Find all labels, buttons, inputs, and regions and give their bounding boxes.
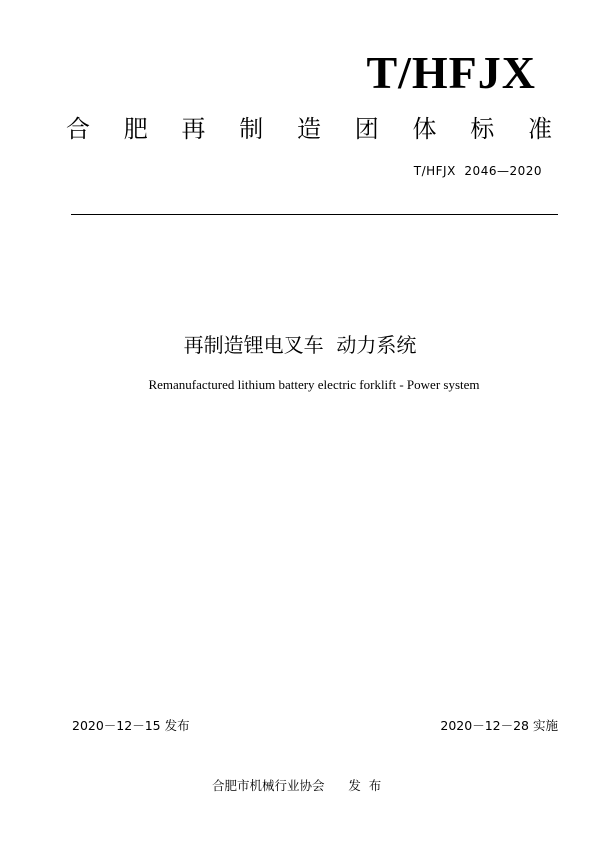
standard-type-char: 标 bbox=[470, 115, 495, 143]
issue-date: 2020－12－15 发布 bbox=[72, 718, 190, 733]
standard-type-char: 团 bbox=[354, 115, 379, 143]
implementation-date: 2020－12－28 实施 bbox=[440, 718, 558, 733]
publisher-line: 合肥市机械行业协会 发 布 bbox=[212, 778, 382, 793]
header-divider bbox=[71, 214, 558, 215]
document-title-chinese: 再制造锂电叉车 动力系统 bbox=[183, 333, 417, 357]
document-title-english: Remanufactured lithium battery electric forklift - Power system bbox=[148, 377, 480, 392]
standard-type-char: 肥 bbox=[123, 115, 148, 143]
standard-type-char: 准 bbox=[528, 115, 552, 143]
standard-type-heading bbox=[66, 117, 552, 141]
standard-type-char: 体 bbox=[412, 115, 437, 143]
standard-type-char: 合 bbox=[66, 115, 90, 143]
standard-type-char: 制 bbox=[239, 115, 264, 143]
standard-type-char: 造 bbox=[297, 115, 321, 143]
standard-number: T/HFJX 2046—2020 bbox=[413, 164, 542, 178]
group-standard-code: T/HFJX bbox=[366, 47, 536, 98]
standard-type-char: 再 bbox=[181, 115, 206, 143]
